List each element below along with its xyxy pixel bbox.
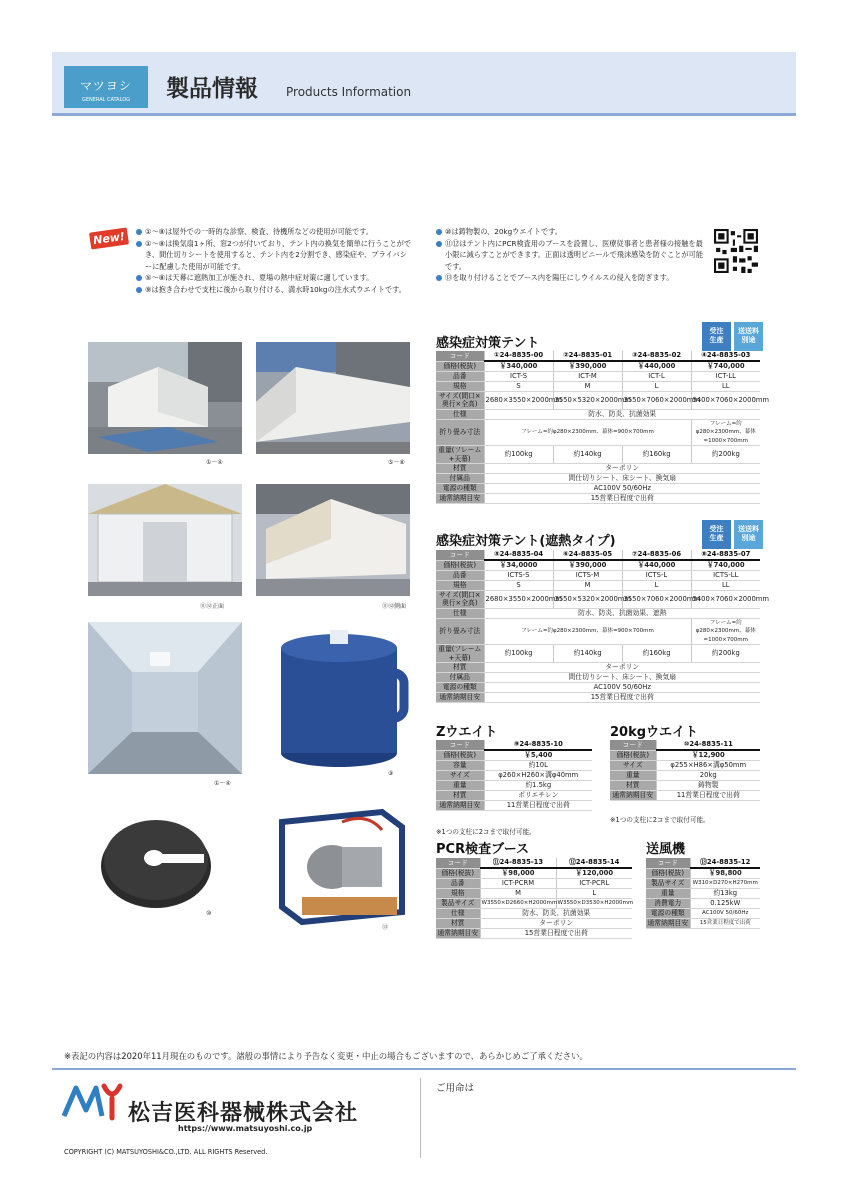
cell: S — [484, 381, 553, 391]
cell: サイズ(間口×奥行×全高) — [436, 391, 484, 409]
cell: 11営業日程度で出荷 — [656, 790, 760, 800]
cell: 価格(税抜) — [610, 750, 656, 760]
cell: ￥440,000 — [622, 560, 691, 570]
tent1-title: 感染症対策テント — [436, 336, 540, 351]
pcr-title: PCR検査ブース — [436, 842, 530, 857]
cell: 約100kg — [484, 645, 553, 663]
cell: 製品サイズ — [646, 878, 690, 888]
cell: 価格(税抜) — [646, 868, 690, 878]
cell: 20kg — [656, 770, 760, 780]
cell: コード — [436, 858, 480, 868]
cell: AC100V 50/60Hz — [690, 908, 760, 918]
cell: 品番 — [436, 371, 484, 381]
cell: 価格(税抜) — [436, 750, 484, 760]
cell: 重量 — [436, 780, 484, 790]
tent-photo-4 — [256, 484, 410, 596]
cell: 品番 — [436, 570, 484, 580]
cell: AC100V 50/60Hz — [484, 683, 760, 693]
cell: ⑬24-8835-12 — [690, 858, 760, 868]
w20-note: ※1つの支柱に2コまで取付可能。 — [610, 816, 710, 824]
cell: 材質 — [436, 663, 484, 673]
cell: 3550×5320×2000mm — [553, 590, 622, 608]
caption: ①～④ — [214, 780, 231, 787]
cell: ￥120,000 — [556, 868, 632, 878]
cell: ￥34,0000 — [484, 560, 553, 570]
company-name: 松吉医科器械株式会社 — [128, 1101, 359, 1126]
cell: ターポリン — [480, 918, 632, 928]
cast-weight-photo — [96, 800, 216, 920]
cell: ￥440,000 — [622, 361, 691, 371]
cell: 重量 — [610, 770, 656, 780]
cell: 消費電力 — [646, 898, 690, 908]
note-item: ⑩は鋳物製の、20kgウエイトです。 — [436, 226, 704, 238]
cell: ①24-8835-00 — [484, 351, 553, 361]
blower-photo — [272, 802, 410, 930]
zweight-table — [436, 740, 592, 811]
cell: ②24-8835-01 — [553, 351, 622, 361]
cell: ICTS-LL — [691, 570, 760, 580]
cell: 重量(フレーム+天幕) — [436, 446, 484, 464]
footer-note: ※表記の内容は2020年11月現在のものです。諸般の事情により予告なく変更・中止の場合もございますので、あらかじめご了承ください。 — [64, 1051, 588, 1061]
cell: 通常納期目安 — [436, 800, 484, 810]
cell: LL — [691, 580, 760, 590]
cell: ICT-LL — [691, 371, 760, 381]
caption: ⑪⑫側面 — [382, 603, 407, 610]
cell: 0.125kW — [690, 898, 760, 908]
cell: 11営業日程度で出荷 — [484, 800, 592, 810]
cell: 付属品 — [436, 474, 484, 484]
cell: 仕様 — [436, 608, 484, 618]
cell: 約140kg — [553, 645, 622, 663]
cell: φ260×H260×溝φ40mm — [484, 770, 592, 780]
cell: コード — [436, 351, 484, 361]
company-logo-icon — [62, 1082, 124, 1120]
footer-vertical-divider — [420, 1078, 421, 1158]
note-item: ①～⑧は屋外での一時的な診察、検査、待機所などの使用が可能です。 — [136, 226, 412, 238]
cell: LL — [691, 381, 760, 391]
cell: ICT-PCRL — [556, 878, 632, 888]
cell: 品番 — [436, 878, 480, 888]
cell: 製品サイズ — [436, 898, 480, 908]
cell: 材質 — [610, 780, 656, 790]
cell: 電源の種類 — [436, 484, 484, 494]
caption: ⑬ — [382, 924, 389, 931]
cell: M — [553, 381, 622, 391]
cell: 約1.5kg — [484, 780, 592, 790]
cell: フレーム=約φ280×2300mm、幕体=1000×700mm — [691, 419, 760, 446]
cell: 5400×7060×2000mm — [691, 391, 760, 409]
cell: 約10L — [484, 760, 592, 770]
cell: サイズ — [610, 760, 656, 770]
cell: ICTS-M — [553, 570, 622, 580]
cell: ICT-S — [484, 371, 553, 381]
copyright: COPYRIGHT (C) MATSUYOSHI&CO.,LTD. ALL RIGHTS Reserved. — [64, 1148, 268, 1156]
cell: 鋳物製 — [656, 780, 760, 790]
cell: S — [484, 580, 553, 590]
cell: φ255×H86×溝φ50mm — [656, 760, 760, 770]
order-badge: 受注 生産 — [702, 520, 731, 549]
cell: ICTS-S — [484, 570, 553, 580]
cell: サイズ(間口×奥行×全高) — [436, 590, 484, 608]
cell: 通常納期目安 — [436, 693, 484, 703]
cell: 材質 — [436, 790, 484, 800]
cell: 規格 — [436, 580, 484, 590]
cell: コード — [610, 740, 656, 750]
cell: 3550×7060×2000mm — [622, 590, 691, 608]
notes-left — [136, 226, 412, 296]
zweight-title: Zウエイト — [436, 725, 498, 740]
cell: ￥12,900 — [656, 750, 760, 760]
note-item: ⑤～⑧は天幕に遮熱加工が施され、夏場の熱中症対策に適しています。 — [136, 272, 412, 284]
cell: 約140kg — [553, 446, 622, 464]
notes-right — [436, 226, 704, 284]
logo-main: マツヨシ — [80, 79, 132, 93]
cell: 防水、防炎、抗菌効果、遮熱 — [484, 608, 760, 618]
cell: 防水、防炎、抗菌効果 — [484, 409, 760, 419]
cell: 電源の種類 — [646, 908, 690, 918]
cell: 15営業日程度で出荷 — [480, 928, 632, 938]
cell: ￥98,800 — [690, 868, 760, 878]
order-badge: 受注 生産 — [702, 322, 731, 351]
cell: W310×D270×H270mm — [690, 878, 760, 888]
shipping-badge: 送送料 別途 — [734, 520, 763, 549]
qr-code-icon[interactable] — [714, 229, 758, 273]
cell: 2680×3550×2000mm — [484, 391, 553, 409]
cell: フレーム=約φ280×2300mm、幕体=900×700mm — [484, 618, 691, 645]
cell: ポリエチレン — [484, 790, 592, 800]
cell: 通常納期目安 — [437, 928, 479, 937]
note-item: ⑬を取り付けることでブース内を陽圧にしウイルスの侵入を防ぎます。 — [436, 272, 704, 284]
tent-photo-3 — [88, 484, 242, 596]
cell: 規格 — [436, 888, 480, 898]
cell: 折り畳み寸法 — [436, 419, 484, 446]
cell: ⑥24-8835-05 — [553, 550, 622, 560]
header-bar — [52, 52, 796, 116]
cell: 仕様 — [436, 409, 484, 419]
cell: 約200kg — [691, 446, 760, 464]
cell: ③24-8835-02 — [622, 351, 691, 361]
caption: ①～④ — [206, 459, 223, 466]
cell: ￥98,000 — [480, 868, 556, 878]
cell: ターポリン — [484, 663, 760, 673]
cell: AC100V 50/60Hz — [484, 484, 760, 494]
cell: ￥5,400 — [484, 750, 592, 760]
cell: ⑨24-8835-10 — [484, 740, 592, 750]
page-title: 製品情報 — [166, 76, 258, 102]
cell: ￥740,000 — [691, 560, 760, 570]
cell: コード — [646, 858, 690, 868]
cell: 5400×7060×2000mm — [691, 590, 760, 608]
pcr-table — [436, 858, 632, 939]
cell: ICT-PCRM — [480, 878, 556, 888]
w20-title: 20kgウエイト — [610, 725, 699, 740]
cell: W3550×D2660×H2000mm — [480, 898, 556, 908]
cell: コード — [436, 550, 484, 560]
w20-table — [610, 740, 760, 801]
cell: ￥340,000 — [484, 361, 553, 371]
cell: 通常納期目安 — [436, 494, 484, 504]
company-url[interactable]: https://www.matsuyoshi.co.jp — [178, 1124, 313, 1133]
cell: ICT-L — [622, 371, 691, 381]
tent2-title: 感染症対策テント(遮熱タイプ) — [436, 534, 616, 549]
cell: 2680×3550×2000mm — [484, 590, 553, 608]
cell: 15営業日程度で出荷 — [484, 693, 760, 703]
cell: サイズ — [436, 770, 484, 780]
cell: 価格(税抜) — [436, 868, 480, 878]
tent-photo-1 — [88, 342, 242, 454]
cell: L — [622, 381, 691, 391]
cell: 間仕切りシート、床シート、換気扇 — [484, 474, 760, 484]
cell: 電源の種類 — [436, 683, 484, 693]
caption: ⑩ — [206, 910, 212, 917]
cell: ④24-8835-03 — [691, 351, 760, 361]
cell: 通常納期目安 — [647, 918, 689, 927]
cell: 15営業日程度で出荷 — [484, 494, 760, 504]
note-item: ①～⑧は換気扇1ヶ所、窓2つが付いており、テント内の換気を簡単に行うことができ、間仕切りシートを使用すると、テント内を2分割でき、感染症や、プライバシーに配慮した使用が可能です。 — [136, 238, 412, 273]
cell: L — [556, 888, 632, 898]
cell: 間仕切りシート、床シート、換気扇 — [484, 673, 760, 683]
cell: 3550×5320×2000mm — [553, 391, 622, 409]
cell: コード — [436, 740, 484, 750]
cell: 折り畳み寸法 — [436, 618, 484, 645]
cell: ￥390,000 — [553, 361, 622, 371]
cell: 防水、防炎、抗菌効果 — [480, 908, 632, 918]
cell: ⑦24-8835-06 — [622, 550, 691, 560]
cell: M — [480, 888, 556, 898]
cell: 15営業日程度で出荷 — [690, 918, 760, 928]
cell: 通常納期目安 — [610, 790, 656, 800]
brand-logo[interactable] — [64, 66, 148, 108]
cell: ￥740,000 — [691, 361, 760, 371]
caption: ⑤～⑧ — [388, 459, 405, 466]
cell: 価格(税抜) — [436, 361, 484, 371]
cell: M — [553, 580, 622, 590]
page-title-en: Products Information — [286, 85, 412, 99]
cell: ⑩24-8835-11 — [656, 740, 760, 750]
note-item: ⑨は抱き合わせで支柱に後から取り付ける、満水時10kgの注水式ウエイトです。 — [136, 284, 412, 296]
cell: 仕様 — [436, 908, 480, 918]
cell: 重量(フレーム+天幕) — [436, 645, 484, 663]
inquiry-label: ご用命は — [436, 1083, 475, 1094]
cell: 材質 — [436, 464, 484, 474]
cell: 規格 — [436, 381, 484, 391]
cell: 約13kg — [690, 888, 760, 898]
cell: フレーム=約φ280×2300mm、幕体=900×700mm — [484, 419, 691, 446]
footer-divider — [52, 1068, 796, 1070]
note-item: ⑪⑫はテント内にPCR検査用のブースを設置し、医療従事者と患者様の接触を最小限に減らすことができます。正面は透明ビニールで飛沫感染を防ぐことが可能です。 — [436, 238, 704, 273]
cell: L — [622, 580, 691, 590]
cell: 価格(税抜) — [436, 560, 484, 570]
cell: 約100kg — [484, 446, 553, 464]
tent-photo-2 — [256, 342, 410, 454]
cell: 3550×7060×2000mm — [622, 391, 691, 409]
cell: ⑧24-8835-07 — [691, 550, 760, 560]
tent-interior-photo — [88, 622, 242, 774]
cell: ターポリン — [484, 464, 760, 474]
new-badge: New! — [89, 227, 129, 249]
cell: ICT-M — [553, 371, 622, 381]
cell: フレーム=約φ280×2300mm、幕体=1000×700mm — [691, 618, 760, 645]
z-weight-photo — [268, 628, 410, 774]
cell: W3550×D3530×H2000mm — [556, 898, 632, 908]
cell: ⑤24-8835-04 — [484, 550, 553, 560]
tent1-table — [436, 351, 770, 504]
cell: 約200kg — [691, 645, 760, 663]
tent2-table — [436, 550, 770, 703]
cell: 重量 — [646, 888, 690, 898]
fan-title: 送風機 — [646, 842, 686, 857]
cell: ￥390,000 — [553, 560, 622, 570]
shipping-badge: 送送料 別途 — [734, 322, 763, 351]
fan-table — [646, 858, 760, 929]
caption: ⑨ — [388, 770, 394, 777]
logo-sub: GENERAL CATALOG — [81, 97, 131, 103]
cell: 約160kg — [622, 446, 691, 464]
cell: ⑪24-8835-13 — [480, 858, 556, 868]
cell: ⑫24-8835-14 — [556, 858, 632, 868]
cell: 材質 — [436, 918, 480, 928]
cell: 約160kg — [622, 645, 691, 663]
caption: ⑪⑫正面 — [200, 603, 225, 610]
cell: 容量 — [436, 760, 484, 770]
cell: ICTS-L — [622, 570, 691, 580]
zweight-note: ※1つの支柱に2コまで取付可能。 — [436, 828, 536, 836]
cell: 付属品 — [436, 673, 484, 683]
